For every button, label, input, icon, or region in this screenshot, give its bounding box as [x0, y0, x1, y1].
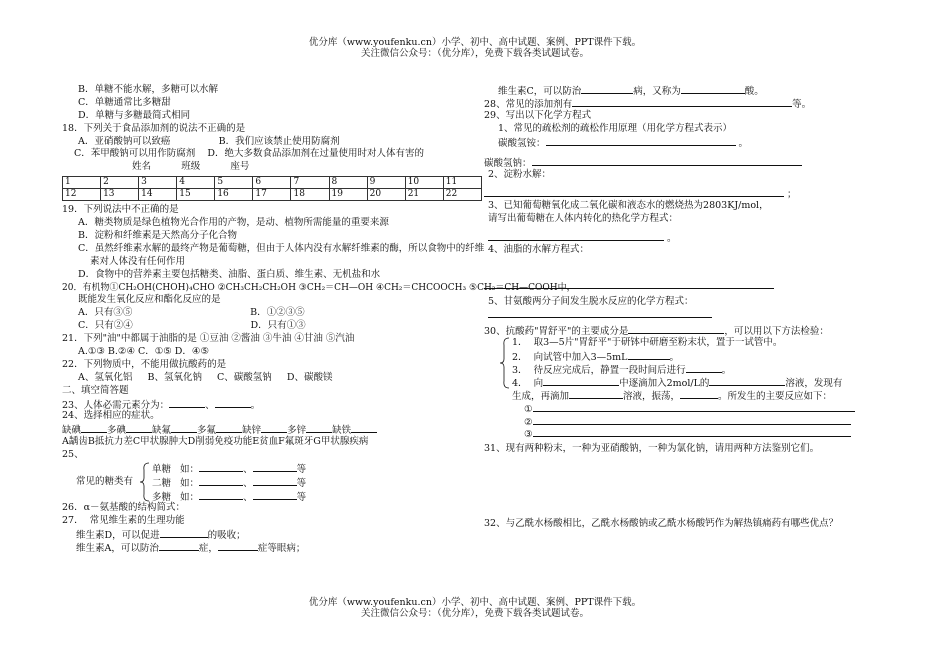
answer-line[interactable] [532, 156, 802, 166]
q18-stem: 18．下列关于食品添加剂的说法不正确的是 [62, 122, 246, 134]
page-footer [0, 597, 950, 619]
q29-4-stem: 4、油脂的水解方程式： [488, 243, 590, 255]
q29-stem: 29、写出以下化学方程式 [484, 109, 592, 121]
text: 。所发生的主要反应如下： [718, 390, 833, 402]
q32-stem: 32、与乙酰水杨酸相比，乙酰水杨酸钠或乙酰水杨酸钙作为解热镇痛药有哪些优点？ [484, 518, 839, 530]
q29-2-stem: 2、淀粉水解： [488, 169, 552, 181]
answer-cell[interactable]: 12 [63, 189, 101, 201]
q18-options-ab: A．亚硝酸钠可以致癌 B．我们应该禁止使用防腐剂 [78, 135, 340, 147]
page-header [0, 37, 950, 59]
right-column [484, 84, 894, 531]
q18-options-cd: C．苯甲酸钠可以用作防腐剂 D．绝大多数食品添加剂在过量使用时对人体有害的 [74, 148, 424, 160]
q20-options-cd: C．只有②④ D．只有①③ [78, 320, 306, 332]
label: 多糖 如： [152, 492, 200, 504]
q30-step-2 [512, 350, 894, 363]
q25-label: 常见的糖类有 [76, 476, 134, 488]
blank[interactable] [572, 97, 792, 107]
text: 生成，再滴加 [512, 390, 570, 402]
answer-line[interactable] [533, 415, 851, 425]
answer-line[interactable] [484, 279, 774, 289]
label-fluorine-excess: 多氟 [197, 425, 217, 437]
q30-step-1: 1． 取3—5片"胃舒平"于研钵中研磨至粉末状，置于一试管中。 [512, 337, 783, 349]
suffix: 等 [296, 492, 307, 504]
q24-choices: A龋齿B抵抗力差C甲状腺肿大D削弱免疫功能E贫血F氟斑牙G甲状腺疾病 [62, 436, 369, 448]
blank[interactable] [261, 423, 287, 433]
q24-blanks [62, 423, 482, 436]
label: 4． 向 [512, 377, 544, 389]
q25-sugar-classification [62, 462, 482, 502]
suffix: 症， [198, 542, 218, 554]
label: 维生素A，可以防治 [76, 542, 159, 554]
q28-stem: 28、常见的添加剂有 [484, 98, 573, 110]
q27-vitamin-d [62, 528, 482, 541]
q19-option-c: C．虽然纤维素水解的最终产物是葡萄糖，但由于人体内没有水解纤维素的酶，所以食物中的纤维 [78, 242, 485, 254]
blank[interactable] [709, 376, 785, 386]
answer-cell[interactable]: 15 [177, 189, 215, 201]
q26-stem: 26．α－氨基酸的结构简式： [62, 502, 186, 514]
blank[interactable] [306, 423, 332, 433]
answer-line[interactable] [533, 402, 855, 412]
blank[interactable] [351, 423, 377, 433]
answer-cell[interactable]: 10 [405, 177, 443, 189]
footer-line-1: 优分库（www.youfenku.cn）小学、初中、高中试题、案例、PPT课件下载。 [308, 597, 642, 608]
answer-cell[interactable]: 14 [139, 189, 177, 201]
label-iodine-deficiency: 缺碘 [62, 425, 82, 437]
suffix: 。 [669, 352, 680, 364]
text: 溶液，发现有 [785, 377, 843, 389]
answer-cell[interactable]: 9 [367, 177, 405, 189]
q23-stem: 23、人体必需元素分为： [62, 399, 170, 411]
label: 30、抗酸药"胃舒平"的主要成分是 [484, 326, 629, 338]
header-line-1: 优分库（www.youfenku.cn）小学、初中、高中试题、案例、PPT课件下载。 [308, 37, 642, 48]
q29-3-stem: 3、已知葡萄糖氧化成二氧化碳和液态水的燃烧热为2803KJ/mol， [488, 200, 769, 212]
answer-cell[interactable]: 6 [253, 177, 291, 189]
label-iodine-excess: 多碘 [107, 425, 127, 437]
blank[interactable] [171, 423, 197, 433]
label: ② [524, 416, 533, 428]
suffix: 等。 [792, 98, 812, 110]
q27-vitamin-c [484, 84, 894, 97]
q25-disaccharide [152, 476, 306, 490]
label-fluorine-deficiency: 缺氟 [152, 425, 172, 437]
answer-cell[interactable]: 13 [101, 189, 139, 201]
brace-icon [140, 462, 150, 502]
q19-option-d: D．食物中的营养素主要包括糖类、油脂、蛋白质、维生素、无机盐和水 [78, 268, 381, 280]
q20-options-ab: A．只有③⑤ B．①②③⑤ [78, 307, 305, 319]
q27-stem: 27． 常见维生素的生理功能 [62, 514, 185, 526]
answer-table-row-2 [63, 189, 482, 201]
section-2-title: 二、填空简答题 [62, 384, 129, 396]
q21-stem: 21．下列"油"中都属于油脂的是 ①豆油 ②酱油 ③牛油 ④甘油 ⑤汽油 [62, 333, 355, 345]
q30-reaction-1 [484, 402, 894, 415]
label: 2． 向试管中加入3—5mL [512, 352, 628, 364]
q20-stem-cont: 既能发生氧化反应和酯化反应的是 [78, 294, 221, 306]
q30-step-4-cont [512, 389, 894, 402]
label: ① [524, 403, 533, 415]
blank[interactable] [218, 541, 258, 551]
q28-line [484, 97, 894, 110]
footer-line-2: 关注微信公众号：（优分库），免费下载各类试题试卷。 [360, 608, 589, 619]
suffix: 的吸收； [207, 529, 246, 541]
blank[interactable] [160, 528, 208, 538]
blank[interactable] [569, 389, 623, 399]
answer-cell[interactable]: 2 [101, 177, 139, 189]
answer-cell[interactable]: 20 [367, 189, 405, 201]
answer-cell[interactable]: 1 [63, 177, 101, 189]
suffix: 。 [721, 365, 732, 377]
suffix: 酸。 [744, 86, 764, 97]
q24-stem: 24、选择相应的症状。 [62, 410, 160, 422]
q30-reaction-3 [484, 427, 894, 440]
blank[interactable] [81, 423, 107, 433]
blank[interactable] [628, 324, 724, 334]
answer-cell[interactable]: 11 [443, 177, 481, 189]
q19-stem: 19．下列说法中不正确的是 [62, 204, 179, 216]
answer-cell[interactable]: 5 [215, 177, 253, 189]
blank[interactable] [686, 363, 722, 373]
blank[interactable] [543, 376, 619, 386]
q17-option-d: D．单糖与多糖最简式相同 [78, 109, 191, 121]
label-zinc-deficiency: 缺锌 [242, 425, 262, 437]
q30-stem [484, 324, 894, 337]
label: ③ [524, 429, 533, 441]
q22-stem: 22．下列物质中，不能用做抗酸药的是 [62, 358, 227, 370]
text: 病，又称为 [633, 86, 681, 97]
blank[interactable] [216, 423, 242, 433]
q29-4-answer [484, 279, 894, 292]
blank[interactable] [253, 462, 297, 472]
student-info-line: 姓名 班级 座号 [132, 161, 250, 173]
q29-5-stem: 5、甘氨酸两分子间发生脱水反应的化学方程式： [488, 295, 694, 307]
answer-cell[interactable]: 17 [253, 189, 291, 201]
q29-3-stem-cont: 请写出葡萄糖在人体内转化的热化学方程式： [488, 213, 679, 225]
label: 二糖 如： [152, 478, 200, 490]
text: 中逐滴加入2mol/L的 [619, 377, 710, 389]
label-zinc-excess: 多锌 [287, 425, 307, 437]
answer-cell[interactable]: 22 [443, 189, 481, 201]
answer-cell[interactable]: 7 [291, 177, 329, 189]
answer-cell[interactable]: 19 [329, 189, 367, 201]
label-iron-deficiency: 缺铁 [332, 425, 352, 437]
answer-cell[interactable]: 3 [139, 177, 177, 189]
blank[interactable] [199, 476, 243, 486]
blank[interactable] [215, 398, 251, 408]
q29-1-sodium [484, 156, 894, 169]
label: 3． 待反应完成后，静置一段时间后进行 [512, 365, 686, 377]
answer-table [62, 176, 482, 201]
blank[interactable] [680, 389, 718, 399]
suffix: 等 [296, 464, 307, 476]
answer-cell[interactable]: 18 [291, 189, 329, 201]
answer-cell[interactable]: 21 [405, 189, 443, 201]
q21-options: A.①③ B.②④ C．①⑤ D．④⑤ [78, 346, 209, 358]
blank[interactable] [199, 490, 243, 500]
blank[interactable] [169, 398, 205, 408]
q30-steps [484, 337, 894, 401]
q30-reaction-2 [484, 415, 894, 428]
blank[interactable] [253, 490, 297, 500]
brace-icon [500, 337, 510, 389]
q25-monosaccharide [152, 462, 306, 476]
q31-stem: 31、现有两种粉末，一种为亚硝酸钠，一种为氯化钠，请用两种方法鉴别它们。 [484, 443, 820, 455]
separator: 、 [205, 399, 215, 411]
label: 维生素D，可以促进 [76, 529, 160, 541]
answer-cell[interactable]: 8 [329, 177, 367, 189]
text: ，可以用以下方法检验： [724, 326, 829, 338]
period: 。 [250, 399, 261, 411]
blank[interactable] [681, 84, 745, 94]
blank[interactable] [628, 350, 670, 360]
q27-vitamin-a [62, 541, 482, 554]
label: 碳酸氢钠： [484, 158, 532, 170]
q29-1-stem: 1、常见的疏松剂的疏松作用原理（用化学方程式表示） [498, 122, 733, 134]
label: 碳酸氢铵： [498, 137, 546, 149]
answer-line[interactable] [484, 187, 784, 197]
suffix: 等 [296, 478, 307, 490]
q17-option-c: C．单糖通常比多糖甜 [78, 96, 171, 108]
blank[interactable] [581, 84, 633, 94]
blank[interactable] [159, 541, 199, 551]
blank[interactable] [199, 462, 243, 472]
q29-1-ammonium: 碳酸氢铵： 。 [498, 137, 749, 149]
blank[interactable] [253, 476, 297, 486]
answer-cell[interactable]: 4 [177, 177, 215, 189]
header-line-2: 关注微信公众号：（优分库），免费下载各类试题试卷。 [360, 48, 589, 59]
q25-polysaccharide [152, 490, 306, 504]
answer-line[interactable] [488, 308, 712, 318]
q29-5-answer [484, 308, 894, 321]
q30-step-4 [512, 376, 894, 389]
text: 溶液，振荡， [623, 390, 681, 402]
blank[interactable] [126, 423, 152, 433]
q29-3-answer: 。 [484, 231, 894, 244]
separator: 、 [243, 464, 253, 476]
q20-stem: 20．有机物①CH₂OH(CHOH)₄CHO ②CH₃CH₂CH₂OH ③CH₂＝CH—OH ④CH₂＝CHCOOCH₃ ⑤CH₂＝CH—COOH中， [62, 282, 576, 293]
answer-cell[interactable]: 16 [215, 189, 253, 201]
q19-option-a: A．糖类物质是绿色植物光合作用的产物，是动、植物所需能量的重要来源 [78, 217, 389, 229]
label: 单糖 如： [152, 464, 200, 476]
answer-line[interactable] [488, 231, 664, 241]
q25-number: 25、 [62, 449, 84, 461]
separator: 、 [243, 478, 253, 490]
q17-option-b: B．单糖不能水解，多糖可以水解 [78, 84, 218, 95]
q29-2-answer: ； [484, 187, 894, 200]
separator: 、 [243, 492, 253, 504]
answer-table-row-1 [63, 177, 482, 189]
q23-line [62, 398, 482, 411]
answer-line[interactable] [546, 136, 736, 146]
q22-options: A、氢氧化铝 B、氢氧化钠 C、碳酸氢钠 D、碳酸镁 [78, 371, 333, 383]
answer-line[interactable] [533, 427, 851, 437]
label: 维生素C，可以防治 [498, 86, 582, 97]
q19-option-c-cont: 素对人体没有任何作用 [90, 255, 186, 267]
suffix: 症等眼病； [257, 542, 306, 554]
q19-option-b: B．淀粉和纤维素是天然高分子化合物 [78, 230, 237, 242]
q30-step-3 [512, 363, 894, 376]
